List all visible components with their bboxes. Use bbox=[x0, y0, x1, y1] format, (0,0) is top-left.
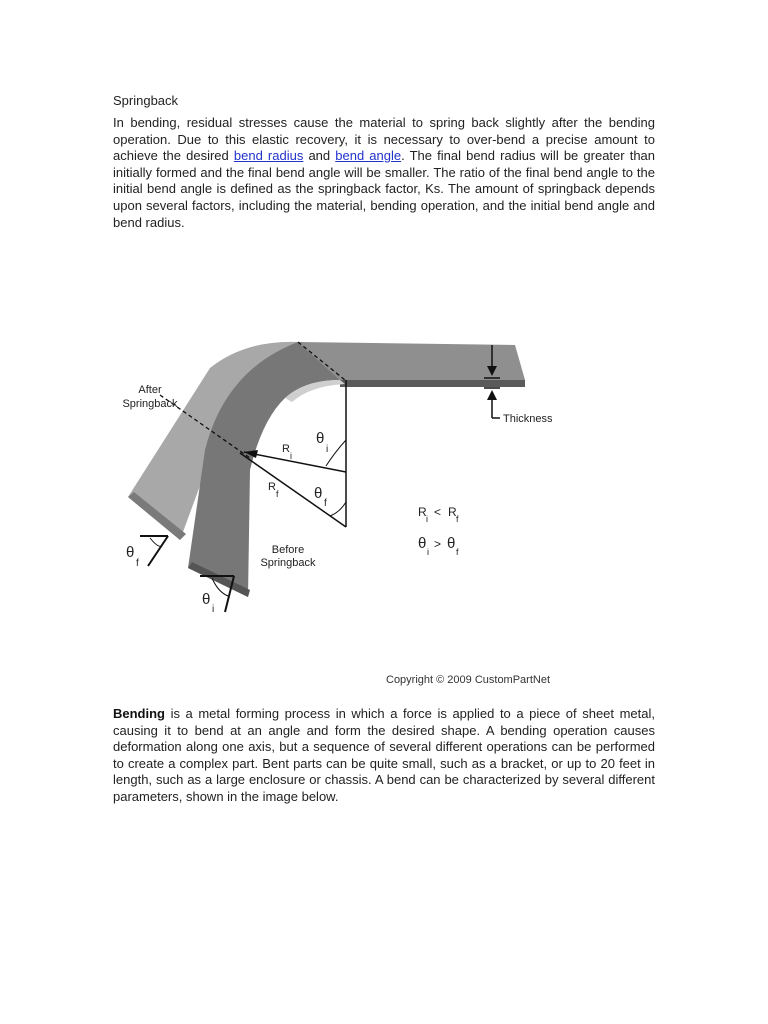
thickness-arrowhead-bottom bbox=[487, 390, 497, 400]
relation-theta-f-sub: f bbox=[456, 547, 459, 557]
theta-i-arc bbox=[326, 440, 346, 466]
bending-term: Bending bbox=[113, 706, 165, 721]
thickness-label: Thickness bbox=[503, 413, 553, 425]
theta-f-label: θ bbox=[314, 485, 323, 502]
theta-i-label: θ bbox=[316, 430, 325, 447]
theta-f-marker-arc bbox=[150, 538, 162, 546]
before-springback-label: Before bbox=[271, 544, 305, 556]
relation-r-ri: R bbox=[418, 505, 427, 519]
theta-f-marker bbox=[148, 536, 168, 566]
theta-f-end-subscript: f bbox=[136, 558, 139, 569]
relation-r-rf: R bbox=[448, 505, 457, 519]
theta-i-end-label: θ bbox=[202, 591, 211, 608]
relation-less-than: < bbox=[434, 505, 442, 519]
after-springback-label: Springback bbox=[122, 398, 178, 410]
relation-theta-i-sub: i bbox=[427, 547, 429, 557]
theta-f-end-label: θ bbox=[126, 544, 135, 561]
before-springback-label: Springback bbox=[260, 557, 316, 569]
radius-ri-line bbox=[244, 452, 346, 472]
paragraph-text: is a metal forming process in which a force is applied to a piece of sheet metal, causing it to bend at an angle and form the desired shape. A bending operation causes deformation along one axis, but a sequence of several different operations can be performed to create a complex part. Bent parts can be quite small, such as a bracket, or up to 20 feet in length, such as a large enclosure or chassis. A bend can be characterized by several different parameters, shown in the image below. bbox=[113, 706, 655, 804]
rf-label: R bbox=[268, 481, 276, 493]
paragraph-text: . The final bend radius will be greater than initially formed and the final bend angle will be smaller. The ratio of the final bend angle to the initial bend angle is defined as the springback factor, Ks. The amount of springback depends upon several factors, including the material, bending operation, and the initial bend angle and bend radius. bbox=[113, 148, 656, 230]
paragraph-text: and bbox=[303, 148, 336, 164]
relation-greater-than: > bbox=[434, 537, 442, 551]
relation-theta-i: θ bbox=[418, 535, 427, 552]
theta-i-subscript: i bbox=[326, 444, 329, 455]
theta-f-arc bbox=[330, 502, 346, 516]
relation-r-ri-sub: i bbox=[426, 514, 428, 524]
ri-subscript: i bbox=[290, 451, 292, 461]
relation-r-rf-sub: f bbox=[456, 514, 459, 524]
theta-i-end-subscript: i bbox=[212, 604, 215, 615]
rf-subscript: f bbox=[276, 489, 279, 499]
flat-leg-edge bbox=[340, 380, 525, 387]
ri-label: R bbox=[282, 443, 290, 455]
copyright-notice: Copyright © 2009 CustomPartNet bbox=[386, 674, 551, 686]
bend-radius-link[interactable]: bend radius bbox=[233, 148, 304, 164]
theta-f-subscript: f bbox=[324, 498, 327, 509]
after-springback-label: After bbox=[138, 384, 162, 396]
section-heading: Springback bbox=[113, 93, 179, 108]
bend-angle-link[interactable]: bend angle bbox=[335, 148, 402, 164]
paragraph-text: In bending, residual stresses cause the material to spring back slightly after the bending operation. Due to this elastic recovery, it is necessary to over-bend a precise amount to achieve the desired bbox=[113, 115, 655, 164]
bending-paragraph bbox=[113, 706, 655, 806]
relation-theta-f: θ bbox=[447, 535, 456, 552]
